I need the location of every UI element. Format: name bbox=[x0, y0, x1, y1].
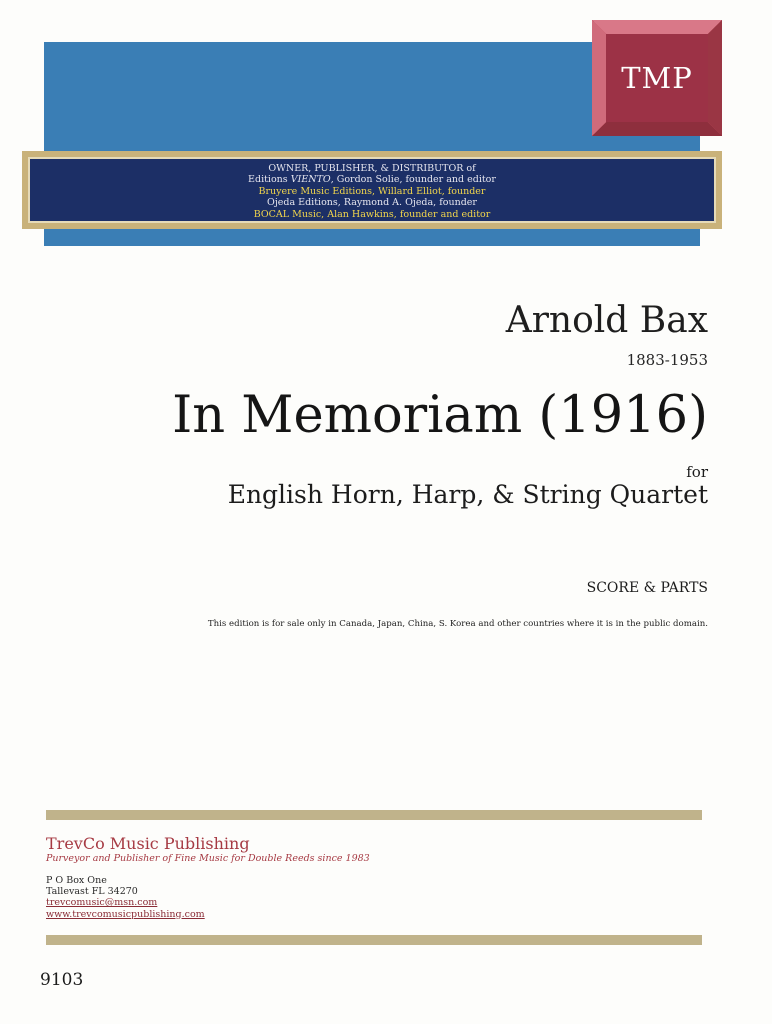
for-label: for bbox=[686, 463, 708, 481]
info-line-ojeda: Ojeda Editions, Raymond A. Ojeda, founder bbox=[267, 197, 477, 209]
publisher-tagline: Purveyor and Publisher of Fine Music for Double Reeds since 1983 bbox=[46, 853, 370, 864]
instrumentation: English Horn, Harp, & String Quartet bbox=[227, 480, 708, 509]
website-link[interactable]: www.trevcomusicpublishing.com bbox=[46, 908, 205, 920]
info-line-viento: Editions VIENTO, Gordon Solie, founder and editor bbox=[248, 174, 496, 186]
composer-name: Arnold Bax bbox=[505, 300, 708, 341]
publisher-info-box bbox=[22, 151, 722, 229]
info-line-bruyere: Bruyere Music Editions, Willard Elliot, founder bbox=[258, 185, 486, 197]
composer-years: 1883-1953 bbox=[626, 351, 708, 369]
address-line-1: P O Box One bbox=[46, 875, 107, 886]
address-line-2: Tallevast FL 34270 bbox=[46, 886, 138, 898]
sale-notice: This edition is for sale only in Canada, Japan, China, S. Korea and other countries where it is in the public domain. bbox=[207, 619, 708, 629]
info-line-owner: OWNER, PUBLISHER, & DISTRIBUTOR of bbox=[268, 163, 476, 174]
divider-bottom bbox=[46, 935, 702, 945]
divider-top bbox=[46, 810, 702, 820]
work-title: In Memoriam (1916) bbox=[172, 386, 708, 445]
publisher-name: TrevCo Music Publishing bbox=[46, 834, 250, 853]
email-link[interactable]: trevcomusic@msn.com bbox=[46, 897, 158, 909]
edition-contents: SCORE & PARTS bbox=[586, 580, 708, 596]
catalog-number: 9103 bbox=[40, 970, 84, 990]
logo-text: TMP bbox=[606, 34, 708, 122]
tmp-logo bbox=[592, 20, 722, 136]
publisher-contact bbox=[46, 875, 205, 920]
info-line-bocal: BOCAL Music, Alan Hawkins, founder and editor bbox=[253, 208, 491, 220]
